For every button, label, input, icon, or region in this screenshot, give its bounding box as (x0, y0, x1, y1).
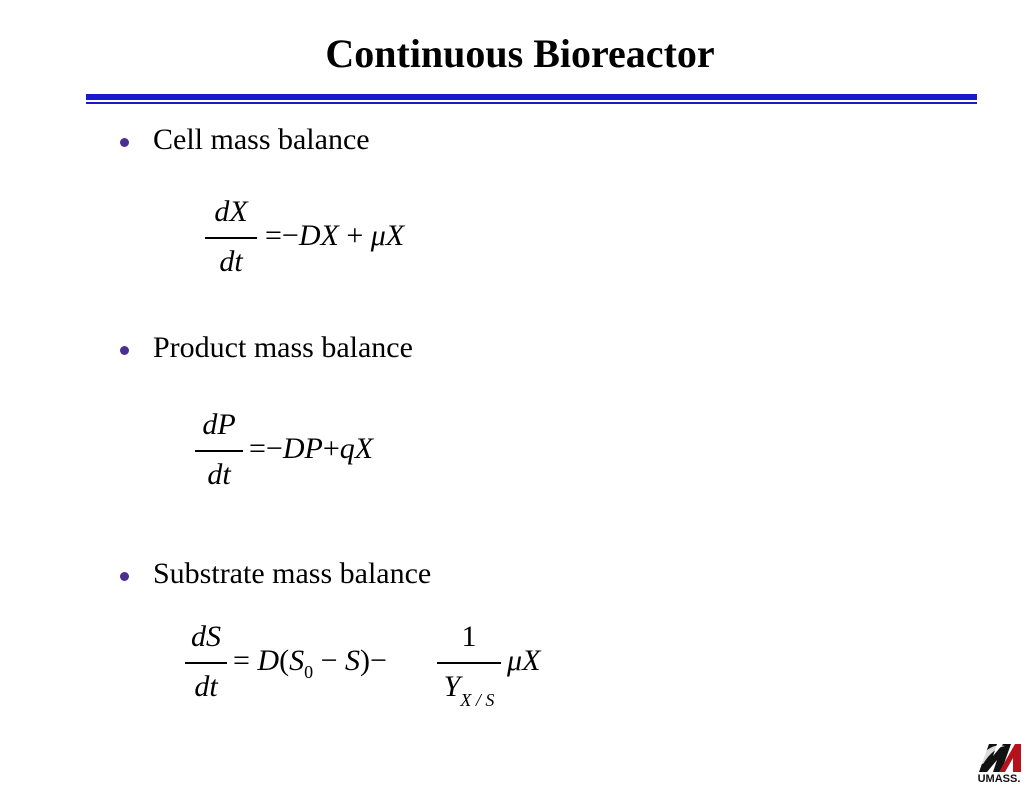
equation-substrate-mass (185, 620, 565, 720)
term-d: D (257, 644, 280, 677)
equation-rhs (265, 219, 404, 253)
open-paren: ( (279, 644, 290, 677)
fraction-dx-dt (205, 195, 257, 285)
fraction-bar (195, 450, 243, 452)
plus-sign: + (346, 219, 364, 252)
term-qx: qX (339, 432, 374, 465)
yield-subscript: X / S (460, 690, 495, 710)
close-paren: ) (360, 644, 371, 677)
fraction-numerator: dX (214, 195, 248, 228)
bullet-text: Product mass balance (153, 331, 413, 364)
title-rule-thin (86, 102, 977, 104)
fraction-ds-dt (185, 620, 227, 710)
equals-sign: = (233, 644, 250, 677)
fraction-denominator: dt (194, 670, 218, 703)
bullet-text: Substrate mass balance (153, 557, 432, 590)
term-s0: S (289, 644, 305, 677)
slide-title: Continuous Bioreactor (325, 31, 715, 76)
fraction-one-over-yield (437, 620, 501, 720)
yield-symbol: Y (443, 670, 461, 703)
fraction-denominator: dt (207, 458, 231, 491)
term-dx: DX (298, 219, 339, 252)
fraction-numerator: 1 (461, 620, 477, 653)
equation-product-mass (195, 408, 455, 498)
fraction-denominator: dt (219, 245, 243, 278)
plus-sign: + (322, 432, 340, 465)
equals-sign: = (249, 432, 266, 465)
mu-symbol: μ (507, 644, 523, 677)
fraction-numerator: dP (202, 408, 236, 441)
bullet-text: Cell mass balance (153, 123, 370, 156)
fraction-bar (185, 662, 227, 664)
equation-rhs-part2 (507, 644, 540, 678)
umass-logo-text: UMASS. (977, 773, 1021, 785)
minus-sign-2: − (370, 644, 387, 677)
fraction-dp-dt (195, 408, 243, 498)
term-s: S (345, 644, 361, 677)
mu-symbol: μ (370, 219, 386, 252)
fraction-bar (437, 662, 501, 664)
term-dp: DP (282, 432, 323, 465)
equation-rhs-part1 (233, 644, 387, 682)
fraction-bar (205, 237, 257, 239)
minus-sign: − (281, 219, 299, 252)
bullet-dot-icon (120, 346, 129, 355)
bullet-dot-icon (120, 138, 129, 147)
minus-sign: − (265, 432, 283, 465)
fraction-denominator (437, 670, 501, 710)
fraction-numerator: dS (191, 620, 221, 653)
equation-rhs (249, 432, 373, 466)
term-x: X (385, 219, 405, 252)
equation-cell-mass (205, 195, 465, 285)
equals-sign: = (265, 219, 282, 252)
term-x: X (522, 644, 541, 677)
minus-sign: − (320, 644, 338, 677)
title-rule-thick (86, 94, 977, 100)
subscript-zero: 0 (304, 662, 314, 682)
bullet-dot-icon (120, 572, 129, 581)
